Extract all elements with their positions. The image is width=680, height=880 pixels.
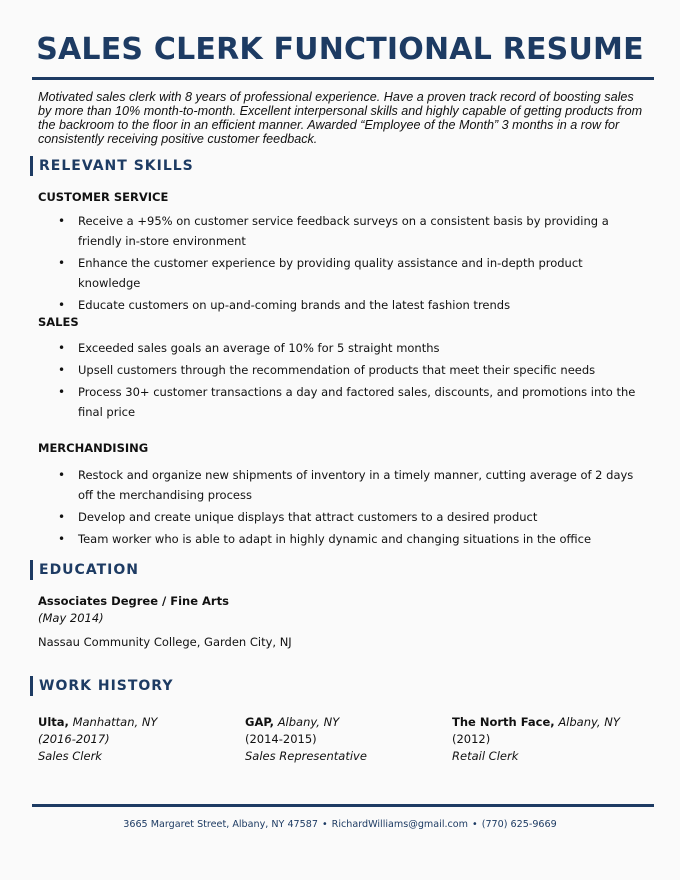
list-item: • Team worker who is able to adapt in highly dynamic and changing situations in the office <box>38 529 638 549</box>
bullet-icon: • <box>58 385 66 399</box>
resume-title: SALES CLERK FUNCTIONAL RESUME <box>36 32 644 67</box>
footer-divider <box>32 804 654 807</box>
section-heading-work-history: WORK HISTORY <box>30 676 173 696</box>
job-company: The North Face, <box>452 715 555 729</box>
section-heading-education: EDUCATION <box>30 560 139 580</box>
job-entry-gap <box>245 714 445 765</box>
skill-list-merchandising <box>38 465 638 551</box>
job-entry-north-face <box>452 714 652 765</box>
bullet-icon: • <box>58 532 66 546</box>
job-dates: (2012) <box>452 732 491 746</box>
skill-group-title: SALES <box>38 315 79 329</box>
job-role: Retail Clerk <box>452 749 519 763</box>
list-item: • Develop and create unique displays that attract customers to a desired product <box>38 507 638 527</box>
education-date: (May 2014) <box>38 611 104 625</box>
list-item: • Enhance the customer experience by providing quality assistance and in-depth product knowledge <box>38 253 638 293</box>
bullet-icon: • <box>58 256 66 270</box>
section-heading-skills: RELEVANT SKILLS <box>30 156 194 176</box>
job-role: Sales Representative <box>245 749 367 763</box>
job-role: Sales Clerk <box>38 749 102 763</box>
job-company: GAP, <box>245 715 275 729</box>
bullet-icon: • <box>58 468 66 482</box>
skill-group-title: CUSTOMER SERVICE <box>38 190 169 204</box>
job-location: Albany, NY <box>558 715 620 729</box>
bullet-icon: • <box>58 510 66 524</box>
bullet-icon: • <box>58 341 66 355</box>
list-item: • Educate customers on up-and-coming brands and the latest fashion trends <box>38 295 638 315</box>
contact-address: 3665 Margaret Street, Albany, NY 47587 <box>123 819 318 830</box>
list-item: • Exceeded sales goals an average of 10% for 5 straight months <box>38 338 638 358</box>
education-degree: Associates Degree / Fine Arts <box>38 594 229 608</box>
summary-paragraph: Motivated sales clerk with 8 years of professional experience. Have a proven track record of boosting sales by more than 10% month-to-month. Excellent interpersonal skills and highly capable of getting products from the backroom to the floor in an efficient manner. Awarded “Employee of the Month” 3 months in a row for consistently receiving positive customer feedback. <box>38 90 643 146</box>
job-company: Ulta, <box>38 715 69 729</box>
contact-phone[interactable]: (770) 625-9669 <box>481 819 557 830</box>
skill-list-customer-service <box>38 211 638 317</box>
separator-icon: • <box>321 819 328 830</box>
list-item: • Process 30+ customer transactions a day and factored sales, discounts, and promotions into the final price <box>38 382 638 422</box>
separator-icon: • <box>472 819 478 830</box>
education-school: Nassau Community College, Garden City, NJ <box>38 635 292 649</box>
job-dates: (2016-2017) <box>38 732 110 746</box>
skill-group-title: MERCHANDISING <box>38 441 149 455</box>
bullet-icon: • <box>58 298 66 312</box>
list-item: • Restock and organize new shipments of inventory in a timely manner, cutting average of 2 days off the merchandising process <box>38 465 638 505</box>
skill-list-sales <box>38 338 638 424</box>
contact-email[interactable]: RichardWilliams@gmail.com <box>331 819 469 830</box>
job-dates: (2014-2015) <box>245 732 317 746</box>
job-entry-ulta <box>38 714 238 765</box>
job-location: Albany, NY <box>277 715 340 729</box>
contact-footer <box>0 819 680 830</box>
bullet-icon: • <box>58 363 66 377</box>
list-item: • Upsell customers through the recommendation of products that meet their specific needs <box>38 360 638 380</box>
bullet-icon: • <box>58 214 66 228</box>
header-divider <box>32 77 654 80</box>
list-item: • Receive a +95% on customer service feedback surveys on a consistent basis by providing a friendly in-store environment <box>38 211 638 251</box>
job-location: Manhattan, NY <box>72 715 158 729</box>
